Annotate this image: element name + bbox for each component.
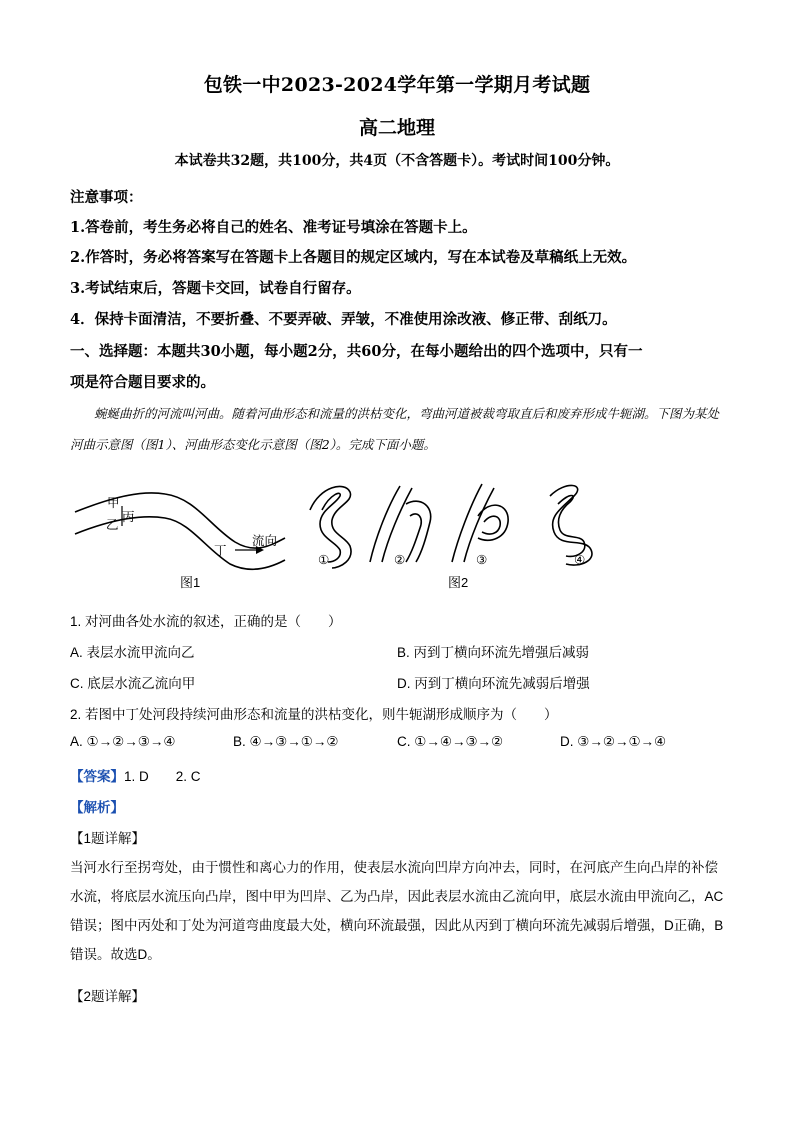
question-2-option-a: A. ①→②→③→④ [70,734,176,749]
figure-1-caption: 图1 [180,575,201,590]
question-1-stem: 1. 对河曲各处水流的叙述，正确的是（ ） [70,614,342,629]
section-heading-line2: 项是符合题目要求的。 [70,374,215,391]
stage-3-label: ③ [476,552,488,567]
answer-line [70,765,201,785]
question-2-option-d: D. ③→②→①→④ [560,734,667,749]
stage-4-bank-b [558,496,585,557]
river-meander-diagram [70,476,630,591]
question-1-option-d: D. 丙到丁横向环流先减弱后增强 [397,676,590,691]
notice-heading: 注意事项： [70,189,143,206]
stage-2-label: ② [394,552,406,567]
notice-item-4: 4．保持卡面清洁，不要折叠、不要弄破、弄皱，不准使用涂改液、修正带、刮纸刀。 [70,311,617,328]
stage-1-label: ① [318,552,330,567]
label-flow-direction: 流向 [252,533,278,548]
question-1-option-c: C. 底层水流乙流向甲 [70,676,196,691]
q1-analysis-text: 当河水行至拐弯处，由于惯性和离心力的作用，使表层水流向凹岸方向冲去，同时，在河底产生向凸岸的补偿水流，将底层水流压向凸岸，图中甲为凹岸、乙为凸岸，因此表层水流由乙流向甲，底层水流由甲流向乙，AC错误；图中丙处和丁处为河道弯曲度最大处，横向环流最强，因此从丙到丁横向环流先减弱后增强，D正确，B错误。故选D。 [70,860,724,962]
question-intro: 蜿蜒曲折的河流叫河曲。随着河曲形态和流量的洪枯变化，弯曲河道被裁弯取直后和废弃形成牛轭湖。下图为某处河曲示意图（图1）、河曲形态变化示意图（图2）。完成下面小题。 [70,406,720,452]
stage-4-bank-a [550,485,592,565]
label-yi: 乙 [106,517,119,532]
answer-text: 1. D 2. C [124,769,201,784]
question-1-option-a: A. 表层水流甲流向乙 [70,645,195,660]
notice-item-2: 2.作答时，务必将答案写在答题卡上各题目的规定区域内，写在本试卷及草稿纸上无效。 [70,249,637,266]
q1-analysis-heading: 【1题详解】 [70,831,146,846]
figure-2-caption: 图2 [448,575,469,590]
stage-3-loop-b [482,516,500,534]
section-heading-line1: 一、选择题：本题共30小题，每小题2分，共60分，在每小题给出的四个选项中，只有一 [70,343,643,360]
stage-3-bank-b [464,488,494,562]
analysis-tag: 【解析】 [70,800,124,815]
stage-2-bank-b [382,488,412,562]
label-jia: 甲 [107,495,120,510]
answer-tag: 【答案】 [70,769,124,784]
exam-info: 本试卷共32题，共100分，共4页（不含答题卡）。考试时间100分钟。 [174,153,620,169]
q2-analysis-heading: 【2题详解】 [70,989,146,1004]
river-meander-figure [70,476,630,591]
notice-item-1: 1.答卷前，考生务必将自己的姓名、准考证号填涂在答题卡上。 [70,219,477,236]
notice-item-3: 3.考试结束后，答题卡交回，试卷自行留存。 [70,280,361,297]
exam-subject: 高二地理 [358,117,435,139]
question-1-option-b: B. 丙到丁横向环流先增强后减弱 [397,645,590,660]
question-2-option-b: B. ④→③→①→② [233,734,339,749]
question-2-option-c: C. ①→④→③→② [397,734,504,749]
label-ding: 丁 [214,543,227,558]
question-2-stem: 2. 若图中丁处河段持续河曲形态和流量的洪枯变化，则牛轭湖形成顺序为（ ） [70,707,558,722]
stage-4-label: ④ [574,552,586,567]
label-bing: 丙 [122,509,135,524]
exam-title: 包铁一中2023-2024学年第一学期月考试题 [203,74,591,96]
stage-3-loop-a [478,505,508,540]
